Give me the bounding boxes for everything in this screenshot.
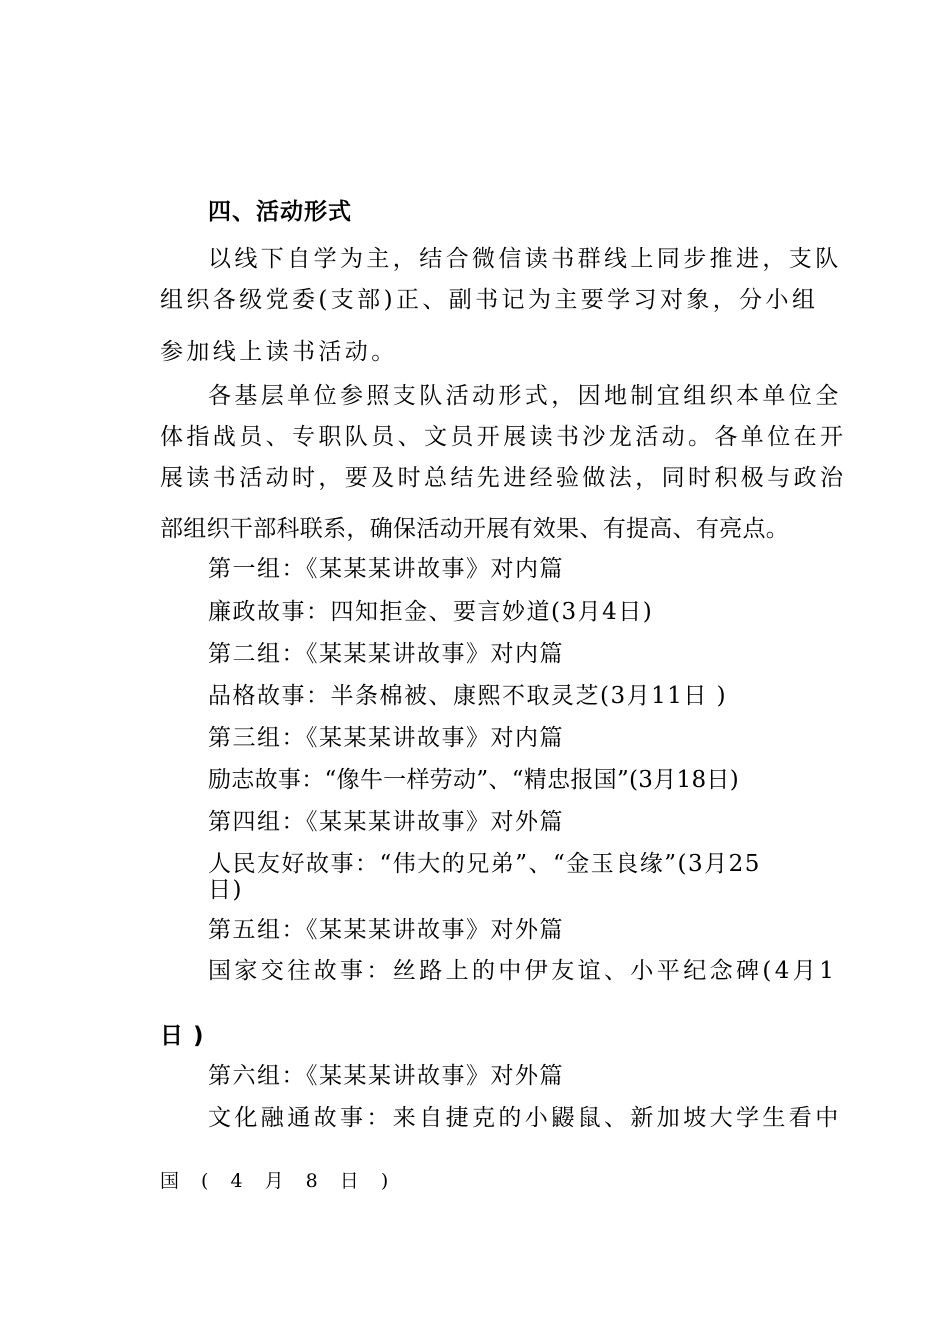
group-title: 第六组：《某某某讲故事》对外篇 — [208, 1063, 564, 1089]
group-story: 品格故事：半条棉被、康熙不取灵芝(3月11日 ) — [208, 683, 728, 709]
group-title: 第三组：《某某某讲故事》对内篇 — [208, 725, 564, 751]
paragraph-line: 以线下自学为主，结合微信读书群线上同步推进，支队 — [208, 246, 842, 272]
paragraph-line: 体指战员、专职队员、文员开展读书沙龙活动。各单位在开 — [160, 424, 847, 450]
paragraph-line: 部组织干部科联系，确保活动开展有效果、有提高、有亮点。 — [160, 516, 790, 542]
group-title: 第四组：《某某某讲故事》对外篇 — [208, 809, 564, 835]
group-story: 励志故事：“像牛一样劳动”、“精忠报国”(3月18日) — [208, 767, 739, 793]
group-story-continued: 国 ( 4 月 8 日 ) — [160, 1170, 397, 1192]
group-story: 人民友好故事：“伟大的兄弟”、“金玉良缘”(3月25 — [208, 851, 761, 877]
group-story-continued: 日) — [208, 877, 243, 903]
group-story: 文化融通故事：来自捷克的小鼹鼠、新加坡大学生看中 — [208, 1105, 842, 1131]
group-title: 第二组：《某某某讲故事》对内篇 — [208, 641, 564, 667]
section-heading: 四、活动形式 — [208, 199, 352, 225]
group-title: 第五组：《某某某讲故事》对外篇 — [208, 917, 564, 943]
group-story: 国家交往故事：丝路上的中伊友谊、小平纪念碑(4月1 — [208, 958, 838, 984]
paragraph-line: 参加线上读书活动。 — [160, 339, 398, 365]
paragraph-line: 组织各级党委(支部)正、副书记为主要学习对象，分小组 — [160, 287, 819, 313]
group-story-continued: 日 ) — [160, 1023, 205, 1049]
group-title: 第一组：《某某某讲故事》对内篇 — [208, 556, 564, 582]
group-story: 廉政故事：四知拒金、要言妙道(3月4日) — [208, 599, 654, 625]
paragraph-line: 各基层单位参照支队活动形式，因地制宜组织本单位全 — [208, 383, 842, 409]
paragraph-line: 展读书活动时，要及时总结先进经验做法，同时积极与政治 — [160, 465, 847, 491]
